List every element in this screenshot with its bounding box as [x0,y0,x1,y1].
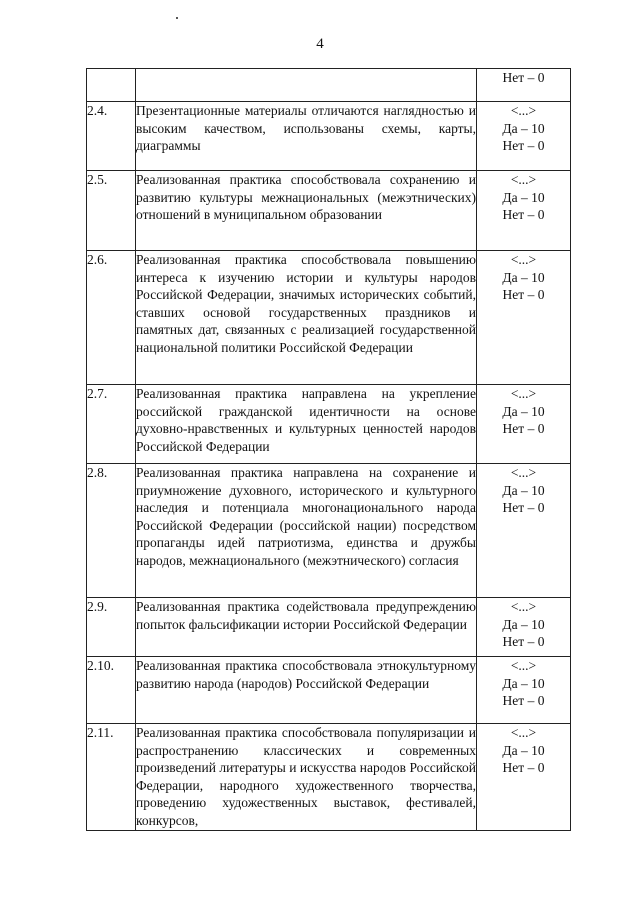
score-no: Нет – 0 [502,207,545,223]
criterion-text [136,69,477,102]
criterion-number: 2.4. [87,102,136,171]
criterion-scores [477,385,571,464]
criterion-number: 2.6. [87,251,136,385]
criteria-table [86,68,571,831]
table-row [87,171,571,251]
criterion-number: 2.5. [87,171,136,251]
score-yes: Да – 10 [502,675,545,691]
criterion-text: Презентационные материалы отличаются наглядностью и высоким качеством, использованы схемы, карты, диаграммы [136,102,477,171]
score-yes: Да – 10 [502,189,545,205]
criterion-number [87,69,136,102]
criterion-number: 2.8. [87,464,136,598]
score-placeholder: <...> [510,658,537,673]
criterion-text: Реализованная практика способствовала популяризации и распространению классических и современных произведений литературы и искусства народов Российской Федерации, народного художественного творчества, проведению художественных выставок, фестивалей, конкурсов, [136,724,477,831]
criterion-text: Реализованная практика содействовала предупреждению попыток фальсификации истории Российской Федерации [136,598,477,657]
table-row [87,657,571,724]
criterion-scores [477,102,571,171]
criterion-scores [477,464,571,598]
criterion-scores [477,724,571,831]
scan-speck [176,17,178,19]
table-row [87,385,571,464]
score-no: Нет – 0 [502,760,545,776]
table-row [87,251,571,385]
score-no: Нет – 0 [502,634,545,650]
criterion-number: 2.10. [87,657,136,724]
criterion-text: Реализованная практика способствовала этнокультурному развитию народа (народов) Российской Федерации [136,657,477,724]
score-no: Нет – 0 [502,500,545,516]
score-yes: Да – 10 [502,269,545,285]
criteria-table-body [87,69,571,831]
score-placeholder: <...> [510,252,537,267]
score-placeholder: <...> [510,465,537,480]
score-yes: Да – 10 [502,742,545,758]
score-no: Нет – 0 [502,287,545,303]
table-row [87,724,571,831]
score-placeholder: <...> [510,172,537,187]
score-placeholder: <...> [510,725,537,740]
table-row [87,598,571,657]
score-no: Нет – 0 [502,138,545,154]
criterion-scores [477,598,571,657]
table-row [87,102,571,171]
criterion-scores [477,171,571,251]
criterion-scores [477,657,571,724]
criterion-scores [477,69,571,102]
score-placeholder: <...> [510,386,537,401]
score-yes: Да – 10 [502,403,545,419]
score-no: Нет – 0 [502,70,545,85]
score-yes: Да – 10 [502,120,545,136]
score-placeholder: <...> [510,599,537,614]
criterion-text: Реализованная практика направлена на укрепление российской гражданской идентичности на основе духовно-нравственных и культурных ценностей народов Российской Федерации [136,385,477,464]
criterion-number: 2.11. [87,724,136,831]
criterion-text: Реализованная практика направлена на сохранение и приумножение духовного, исторического и культурного наследия и потенциала многонационального народа Российской Федерации (российской нации) посредством пропаганды идей патриотизма, единства и дружбы народов, межнационального (межэтнического) согласия [136,464,477,598]
page-number: 4 [316,36,324,52]
criterion-number: 2.9. [87,598,136,657]
score-yes: Да – 10 [502,616,545,632]
score-no: Нет – 0 [502,693,545,709]
criterion-text: Реализованная практика способствовала сохранению и развитию культуры межнациональных (межэтнических) отношений в муниципальном образовании [136,171,477,251]
score-placeholder: <...> [510,103,537,118]
table-row [87,464,571,598]
score-no: Нет – 0 [502,421,545,437]
criterion-scores [477,251,571,385]
score-yes: Да – 10 [502,482,545,498]
criterion-text: Реализованная практика способствовала повышению интереса к изучению истории и культуры народов Российской Федерации, значимых исторических событий, ставших основой государственных праздников и памятных дат, связанных с реализацией государственной национальной политики Российской Федерации [136,251,477,385]
table-row [87,69,571,102]
criterion-number: 2.7. [87,385,136,464]
